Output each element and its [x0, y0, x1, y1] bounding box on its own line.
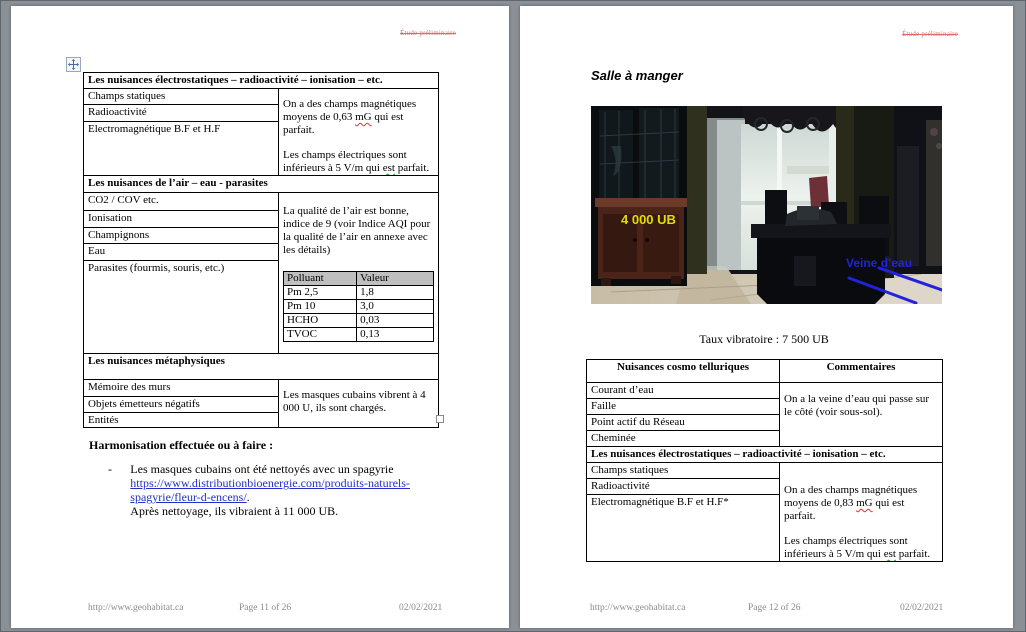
column-header-commentaires: Commentaires — [780, 360, 943, 383]
text-run: parfait. — [394, 161, 430, 174]
vibration-rate-caption: Taux vibratoire : 7 500 UB — [699, 332, 829, 346]
row-memoire-murs: Mémoire des murs — [84, 379, 279, 396]
vibration-annotation: 4 000 UB — [621, 212, 676, 227]
row-point-actif: Point actif du Réseau — [587, 415, 780, 431]
value-header: Valeur — [357, 271, 434, 285]
section-electrostatiques: Les nuisances électrostatiques – radioactivité – ionisation – etc. — [587, 447, 943, 463]
row-faille: Faille — [587, 399, 780, 415]
pollutant-header: Polluant — [284, 271, 357, 285]
pollutant-value: 0,03 — [357, 313, 434, 327]
text-run: qui est parfait. — [283, 110, 404, 136]
row-champignons: Champignons — [84, 227, 279, 243]
grammarcheck-word: est — [883, 547, 896, 560]
water-vein-annotation: Veine d’eau — [846, 256, 913, 270]
row-radioactivite: Radioactivité — [587, 479, 780, 495]
dining-room-scene — [591, 106, 942, 304]
comment-air — [279, 192, 439, 353]
comment-cosmo — [780, 383, 943, 447]
bullet-line-1: Les masques cubains ont été nettoyés avec un spagyrie — [130, 462, 394, 476]
text-run: Les champs électriques sont inférieurs à 5 V/m qui — [784, 534, 908, 560]
row-eau: Eau — [84, 243, 279, 260]
room-title: Salle à manger — [591, 68, 683, 83]
bullet-line-2 — [130, 476, 448, 504]
comment-line — [283, 98, 434, 137]
row-objets-negatifs: Objets émetteurs négatifs — [84, 396, 279, 412]
nuisances-table-p2 — [586, 359, 943, 562]
comment-line: La qualité de l’air est bonne, indice de 9 (voir Indice AQI pour la qualité de l’air en annexe avec les détails) — [283, 204, 431, 256]
comment-line — [283, 149, 434, 175]
pollutant-value: 3,0 — [357, 299, 434, 313]
footer-date: 02/02/2021 — [900, 603, 944, 613]
comment-line — [784, 484, 938, 523]
text-run: Les champs électriques sont inférieurs à 5 V/m qui — [283, 148, 407, 174]
row-electromagnetique: Electromagnétique B.F et H.F* — [587, 495, 780, 562]
move-cross-icon — [68, 59, 79, 70]
bullet-content — [130, 462, 448, 519]
comment-line: On a la veine d’eau qui passe sur le côté (voir sous-sol). — [784, 393, 930, 418]
row-courant-eau: Courant d’eau — [587, 383, 780, 399]
harmonisation-bullet — [108, 462, 448, 519]
spellcheck-word: mG — [856, 496, 873, 509]
header-note: Étude préliminaire — [902, 30, 958, 38]
table-resize-handle[interactable] — [436, 415, 444, 423]
column-header-nuisances: Nuisances cosmo telluriques — [587, 360, 780, 383]
footer-date: 02/02/2021 — [399, 603, 443, 613]
row-champs-statiques: Champs statiques — [84, 89, 279, 105]
row-parasites: Parasites (fourmis, souris, etc.) — [84, 260, 279, 353]
footer-page-number: Page 11 of 26 — [239, 603, 292, 613]
pollutant-value: 0,13 — [357, 327, 434, 341]
footer-p2 — [520, 603, 1013, 617]
text-run: parfait. — [895, 547, 931, 560]
grammarcheck-word: est — [382, 161, 395, 174]
harmonisation-title: Harmonisation effectuée ou à faire : — [89, 438, 274, 452]
row-entites: Entités — [84, 412, 279, 427]
header-note: Étude préliminaire — [400, 29, 456, 37]
comment-line — [784, 535, 938, 561]
spellcheck-word: mG — [355, 110, 372, 123]
comment-electrostatiques — [279, 89, 439, 176]
row-champs-statiques: Champs statiques — [587, 463, 780, 479]
bullet-dash: - — [108, 462, 112, 476]
text-run: On a des champs magnétiques moyens de 0,83 — [784, 484, 918, 509]
pollutant-name: TVOC — [284, 327, 357, 341]
bullet-line-3: Après nettoyage, ils vibraient à 11 000 UB. — [130, 504, 339, 519]
row-cheminee: Cheminée — [587, 431, 780, 447]
comment-line: Les masques cubains vibrent à 4 000 U, ils sont chargés. — [283, 388, 426, 414]
pollutant-name: Pm 10 — [284, 299, 357, 313]
footer-url: http://www.geohabitat.ca — [88, 603, 184, 613]
section-metaphysiques: Les nuisances métaphysiques — [84, 353, 439, 379]
row-electromagnetique: Electromagnétique B.F et H.F — [84, 121, 279, 175]
footer-p1 — [11, 603, 509, 617]
dining-room-photo — [591, 106, 942, 304]
page-12 — [520, 6, 1013, 628]
pollutant-name: HCHO — [284, 313, 357, 327]
comment-metaphysiques — [279, 379, 439, 427]
text-run: qui est parfait. — [784, 496, 905, 522]
nuisances-table-p1 — [83, 72, 439, 428]
footer-url: http://www.geohabitat.ca — [590, 603, 686, 613]
pollutant-table — [283, 271, 434, 342]
footer-page-number: Page 12 of 26 — [748, 603, 801, 613]
section-air-eau-parasites: Les nuisances de l’air – eau - parasites — [84, 175, 439, 192]
text-run: On a des champs magnétiques moyens de 0,63 — [283, 98, 417, 123]
text-run: . — [246, 490, 250, 505]
comment-electrostatiques — [780, 463, 943, 562]
section-electrostatiques: Les nuisances électrostatiques – radioactivité – ionisation – etc. — [84, 73, 439, 89]
table-move-handle[interactable] — [66, 57, 81, 72]
spagyrie-link[interactable]: https://www.distributionbioenergie.com/produits-naturels-spagyrie/fleur-d-encens/ — [130, 476, 410, 505]
row-ionisation: Ionisation — [84, 210, 279, 227]
pollutant-value: 1,8 — [357, 285, 434, 299]
row-radioactivite: Radioactivité — [84, 105, 279, 121]
pollutant-name: Pm 2,5 — [284, 285, 357, 299]
row-co2-cov: CO2 / COV etc. — [84, 192, 279, 210]
page-11 — [11, 6, 509, 628]
